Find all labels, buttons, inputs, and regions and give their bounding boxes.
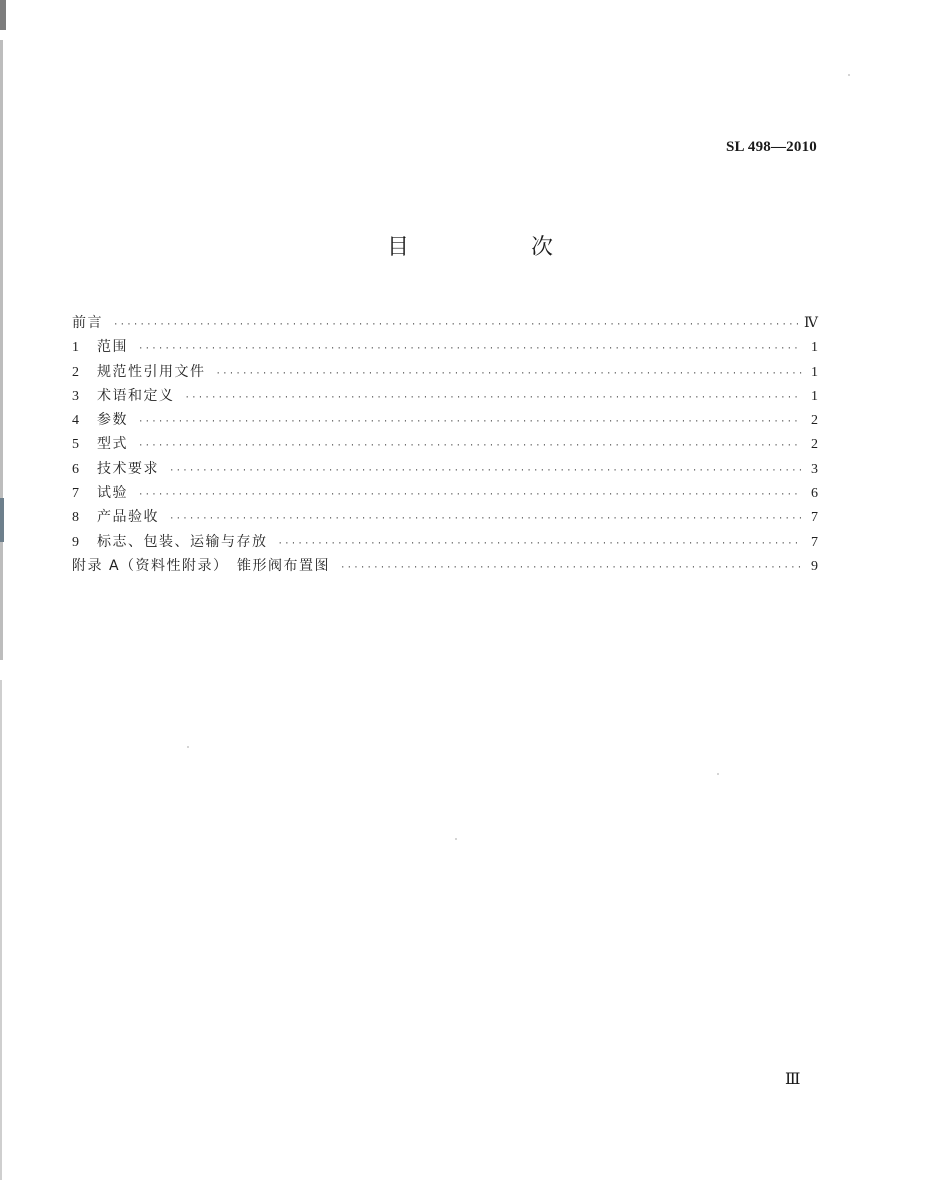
scan-edge-mark bbox=[0, 498, 4, 542]
toc-page-number: 2 bbox=[811, 413, 818, 429]
toc-dot-leader bbox=[216, 369, 803, 379]
scan-speck bbox=[455, 838, 457, 840]
scan-speck bbox=[187, 746, 189, 748]
toc-page-number: 1 bbox=[811, 388, 818, 404]
toc-entry-label: 试验 bbox=[97, 485, 128, 502]
toc-dot-leader bbox=[138, 490, 802, 500]
toc-entry-label: 参数 bbox=[97, 412, 128, 429]
standard-code: SL 498—2010 bbox=[726, 139, 817, 155]
toc-dot-leader bbox=[138, 344, 802, 354]
toc-page-number: Ⅳ bbox=[804, 316, 818, 331]
toc-entry-label: 附录 A（资料性附录） 锥形阀布置图 bbox=[72, 557, 331, 574]
toc-entry-2[interactable] bbox=[72, 361, 818, 385]
toc-entry-label: 范围 bbox=[97, 339, 128, 356]
scan-edge-top bbox=[0, 0, 6, 30]
toc-page-number: 3 bbox=[811, 461, 818, 477]
toc-entry-number: 1 bbox=[72, 340, 79, 356]
toc-entry-label: 规范性引用文件 bbox=[97, 363, 206, 380]
scan-speck bbox=[717, 773, 719, 775]
toc-entry-7[interactable] bbox=[72, 482, 818, 506]
toc-dot-leader bbox=[340, 563, 802, 573]
toc-entry-label: 型式 bbox=[97, 436, 128, 453]
toc-dot-leader bbox=[169, 466, 802, 476]
scan-edge-lower bbox=[0, 680, 2, 1180]
toc-entry-label: 产品验收 bbox=[97, 509, 159, 526]
toc-entry-9[interactable] bbox=[72, 531, 818, 555]
toc-page-number: 9 bbox=[811, 558, 818, 574]
toc-page-number: 6 bbox=[811, 486, 818, 502]
toc-dot-leader bbox=[138, 441, 802, 451]
toc-entry-label: 术语和定义 bbox=[97, 387, 175, 404]
toc-dot-leader bbox=[113, 320, 798, 330]
toc-entry-number: 3 bbox=[72, 388, 79, 404]
scan-speck bbox=[848, 74, 850, 76]
scan-edge-middle bbox=[0, 40, 3, 660]
toc-entry-6[interactable] bbox=[72, 458, 818, 482]
toc-dot-leader bbox=[138, 417, 802, 427]
toc-entry-label: 前言 bbox=[72, 315, 103, 331]
toc-page-number: 1 bbox=[811, 364, 818, 380]
toc-entry-appendix-a[interactable] bbox=[72, 555, 818, 579]
toc-entry-number: 4 bbox=[72, 413, 79, 429]
toc-dot-leader bbox=[185, 393, 803, 403]
toc-entry-number: 2 bbox=[72, 364, 79, 380]
toc-entry-number: 8 bbox=[72, 510, 79, 526]
toc-entry-number: 7 bbox=[72, 486, 79, 502]
page-number: Ⅲ bbox=[785, 1071, 801, 1088]
toc-entry-3[interactable] bbox=[72, 385, 818, 409]
toc-entry-label: 标志、包装、运输与存放 bbox=[97, 533, 268, 550]
toc-entry-4[interactable] bbox=[72, 409, 818, 433]
toc-page-number: 2 bbox=[811, 437, 818, 453]
toc-entry-label: 技术要求 bbox=[97, 460, 159, 477]
toc-page-number: 7 bbox=[811, 534, 818, 550]
page-title: 目 次 bbox=[386, 235, 603, 260]
toc-entry-1[interactable] bbox=[72, 336, 818, 360]
toc-entry-number: 5 bbox=[72, 437, 79, 453]
toc-entry-number: 9 bbox=[72, 534, 79, 550]
toc-page-number: 7 bbox=[811, 510, 818, 526]
toc-entry-5[interactable] bbox=[72, 433, 818, 457]
toc-entry-8[interactable] bbox=[72, 506, 818, 530]
toc-entry-foreword[interactable] bbox=[72, 312, 818, 336]
table-of-contents bbox=[72, 312, 818, 579]
toc-entry-number: 6 bbox=[72, 461, 79, 477]
toc-dot-leader bbox=[278, 539, 803, 549]
toc-page-number: 1 bbox=[811, 340, 818, 356]
toc-dot-leader bbox=[169, 514, 802, 524]
